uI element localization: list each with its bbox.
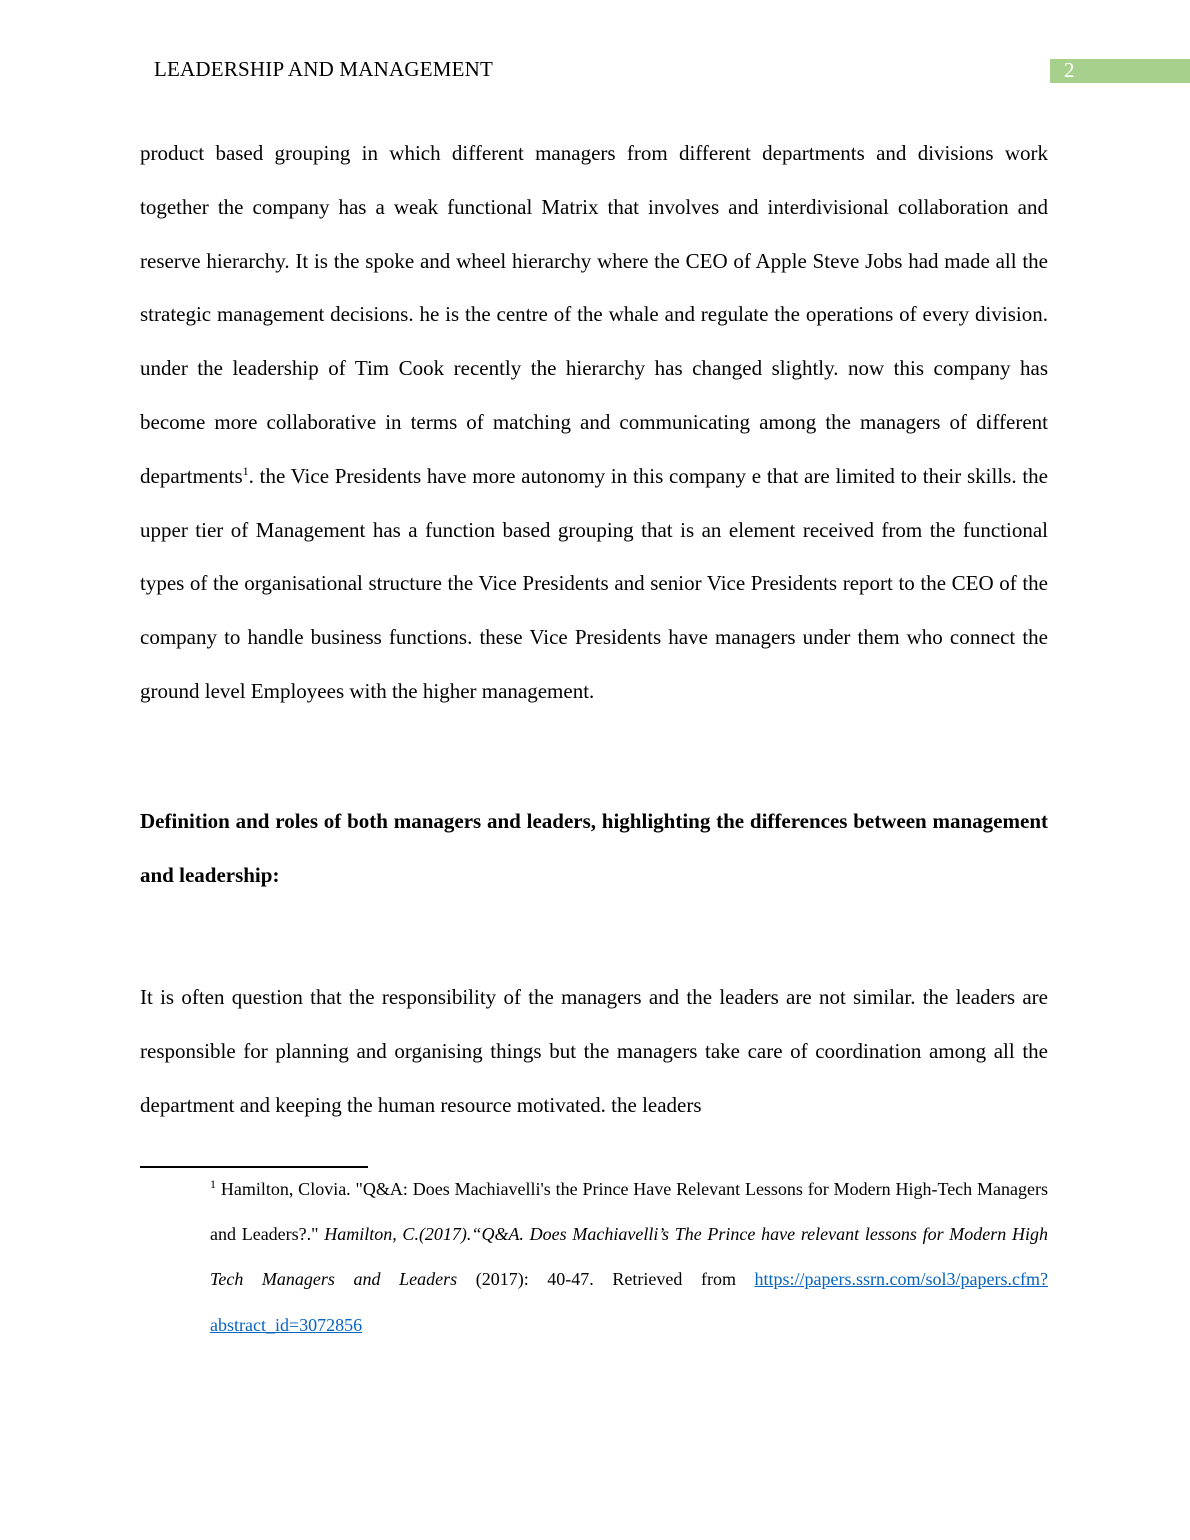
footnote-citation-details: (2017): 40-47. Retrieved from [457,1269,755,1290]
footnote-citation: Hamilton, Clovia. "Q&A: Does Machiavelli's the Prince Have Relevant Lessons for Modern High-Tech Managers and Leaders?." [210,1179,1048,1245]
page-number: 2 [1064,58,1075,82]
footnote-marker: 1 [210,1177,216,1191]
page-number-badge [1050,59,1190,83]
body-paragraph-1 [140,127,1048,719]
paragraph-1-text: product based grouping in which different managers from different departments and divisions work together the company has a weak functional Matrix that involves and interdivisional collaboration and reserve hierarchy. It is the spoke and wheel hierarchy where the CEO of Apple Steve Jobs had made all the strategic management decisions. he is the centre of the whale and regulate the operations of every division. under the leadership of Tim Cook recently the hierarchy has changed slightly. now this company has become more collaborative in terms of matching and communicating among the managers of different departments [140,141,1048,488]
footnote-source-link[interactable]: https://papers.ssrn.com/sol3/papers.cfm?abstract_id=3072856 [210,1269,1048,1335]
footnote-reference[interactable]: 1 [242,463,249,478]
paragraph-1-text-continued: . the Vice Presidents have more autonomy in this company e that are limited to their skills. the upper tier of Management has a function based grouping that is an element received from the functional types of the organisational structure the Vice Presidents and senior Vice Presidents report to the CEO of the company to handle business functions. these Vice Presidents have managers under them who connect the ground level Employees with the higher management. [140,463,1048,703]
footnote-journal-title: Hamilton, C.(2017).“Q&A. Does Machiavelli’s The Prince have relevant lessons for Modern High Tech Managers and Leaders [210,1224,1048,1290]
running-header-title: LEADERSHIP AND MANAGEMENT [154,57,494,81]
footnote [210,1167,1048,1348]
body-paragraph-2: It is often question that the responsibility of the managers and the leaders are not similar. the leaders are responsible for planning and organising things but the managers take care of coordination among all the department and keeping the human resource motivated. the leaders [140,985,1048,1117]
section-heading: Definition and roles of both managers and leaders, highlighting the differences between management and leadership: [140,809,1048,887]
